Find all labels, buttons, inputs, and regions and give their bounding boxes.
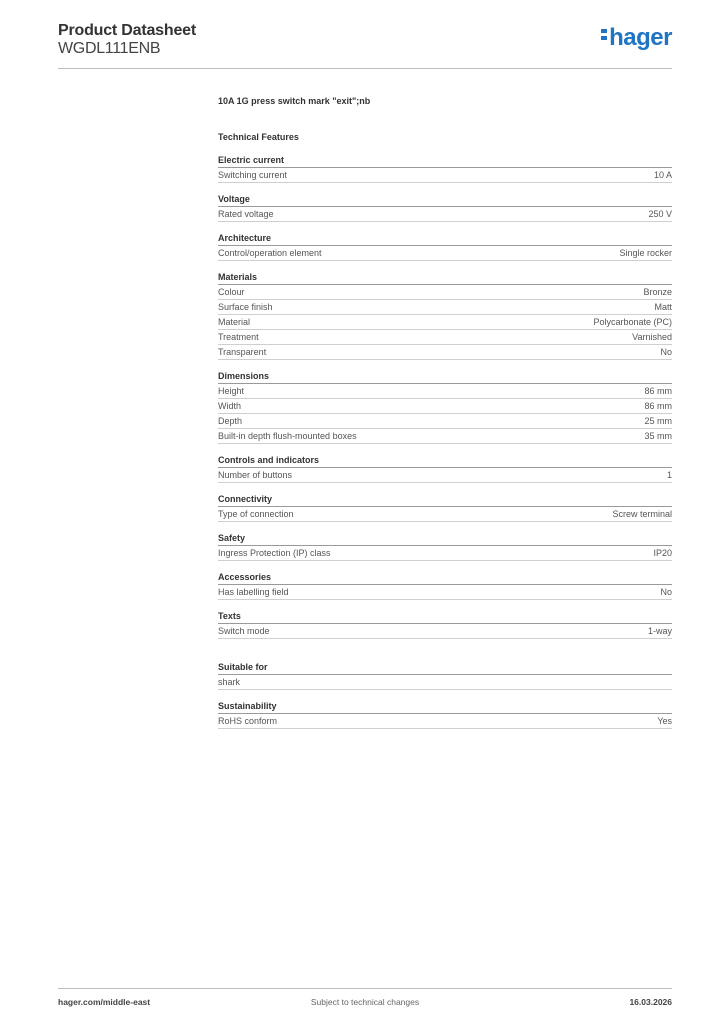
feature-group <box>218 700 672 729</box>
footer-notice: Subject to technical changes <box>310 997 420 1007</box>
feature-row <box>218 468 672 483</box>
feature-value: IP20 <box>653 548 672 558</box>
feature-row <box>218 246 672 261</box>
feature-label: Colour <box>218 287 245 297</box>
feature-label: Number of buttons <box>218 470 293 480</box>
section-title: Technical Features <box>218 132 299 142</box>
feature-value: Single rocker <box>619 248 672 258</box>
feature-row <box>218 546 672 561</box>
feature-value: 10 A <box>653 170 672 180</box>
feature-value: No <box>660 347 672 357</box>
product-name: 10A 1G press switch mark "exit";nb <box>218 96 371 106</box>
feature-group <box>218 232 672 261</box>
feature-row <box>218 345 672 360</box>
feature-group-title: Materials <box>218 271 672 285</box>
feature-label: Has labelling field <box>218 587 289 597</box>
feature-group <box>218 154 672 183</box>
feature-row <box>218 315 672 330</box>
feature-label: Height <box>218 386 245 396</box>
feature-value: 35 mm <box>644 431 672 441</box>
feature-group <box>218 271 672 360</box>
feature-value: 1-way <box>647 626 672 636</box>
feature-value: No <box>660 587 672 597</box>
footer-date: 16.03.2026 <box>629 997 672 1007</box>
feature-label: Material <box>218 317 251 327</box>
feature-row <box>218 714 672 729</box>
feature-label: Type of connection <box>218 509 294 519</box>
datasheet-content <box>218 94 672 729</box>
feature-row <box>218 384 672 399</box>
feature-label: Transparent <box>218 347 267 357</box>
feature-row <box>218 399 672 414</box>
feature-value: Matt <box>654 302 672 312</box>
feature-value: Bronze <box>643 287 672 297</box>
hager-logo <box>601 26 672 50</box>
feature-group-title: Accessories <box>218 571 672 585</box>
feature-group <box>218 571 672 600</box>
feature-group-title: Sustainability <box>218 700 672 714</box>
feature-row <box>218 675 672 690</box>
logo-mark-icon <box>601 29 607 40</box>
feature-value: 25 mm <box>644 416 672 426</box>
feature-label: Width <box>218 401 242 411</box>
feature-row <box>218 624 672 639</box>
feature-row <box>218 414 672 429</box>
feature-row <box>218 330 672 345</box>
product-code: WGDL111ENB <box>58 40 161 57</box>
feature-group <box>218 532 672 561</box>
feature-label: Control/operation element <box>218 248 322 258</box>
feature-group <box>218 610 672 639</box>
feature-value: 250 V <box>648 209 672 219</box>
feature-group-title: Controls and indicators <box>218 454 672 468</box>
document-title: Product Datasheet <box>58 22 196 39</box>
feature-label: Switch mode <box>218 626 270 636</box>
feature-label: Rated voltage <box>218 209 274 219</box>
logo-text: hager <box>609 24 672 51</box>
feature-group-title: Architecture <box>218 232 672 246</box>
feature-value: 86 mm <box>644 401 672 411</box>
footer-divider <box>58 988 672 989</box>
header-divider <box>58 68 672 69</box>
feature-group-title: Safety <box>218 532 672 546</box>
feature-row <box>218 168 672 183</box>
feature-group-title: Dimensions <box>218 370 672 384</box>
footer-website: hager.com/middle-east <box>58 997 151 1007</box>
feature-label: shark <box>218 677 241 687</box>
feature-group <box>218 454 672 483</box>
feature-row <box>218 429 672 444</box>
feature-row <box>218 585 672 600</box>
feature-label: RoHS conform <box>218 716 278 726</box>
feature-group-title: Electric current <box>218 154 672 168</box>
feature-group-title: Texts <box>218 610 672 624</box>
feature-label: Ingress Protection (IP) class <box>218 548 331 558</box>
feature-value: 86 mm <box>644 386 672 396</box>
page-footer <box>58 997 672 1011</box>
feature-group <box>218 493 672 522</box>
feature-label: Depth <box>218 416 243 426</box>
feature-value: Polycarbonate (PC) <box>593 317 672 327</box>
feature-label: Built-in depth flush-mounted boxes <box>218 431 357 441</box>
feature-group-title: Voltage <box>218 193 672 207</box>
feature-label: Switching current <box>218 170 288 180</box>
feature-group-title: Connectivity <box>218 493 672 507</box>
feature-groups <box>218 154 672 729</box>
feature-label: Treatment <box>218 332 259 342</box>
feature-row <box>218 207 672 222</box>
feature-value: Varnished <box>632 332 672 342</box>
feature-label: Surface finish <box>218 302 273 312</box>
page-header <box>58 20 672 70</box>
feature-row <box>218 300 672 315</box>
feature-group <box>218 193 672 222</box>
feature-row <box>218 285 672 300</box>
feature-value: Screw terminal <box>612 509 672 519</box>
feature-row <box>218 507 672 522</box>
feature-group <box>218 370 672 444</box>
feature-group-title: Suitable for <box>218 661 672 675</box>
feature-group <box>218 661 672 690</box>
feature-value: 1 <box>666 470 672 480</box>
feature-value: Yes <box>657 716 672 726</box>
